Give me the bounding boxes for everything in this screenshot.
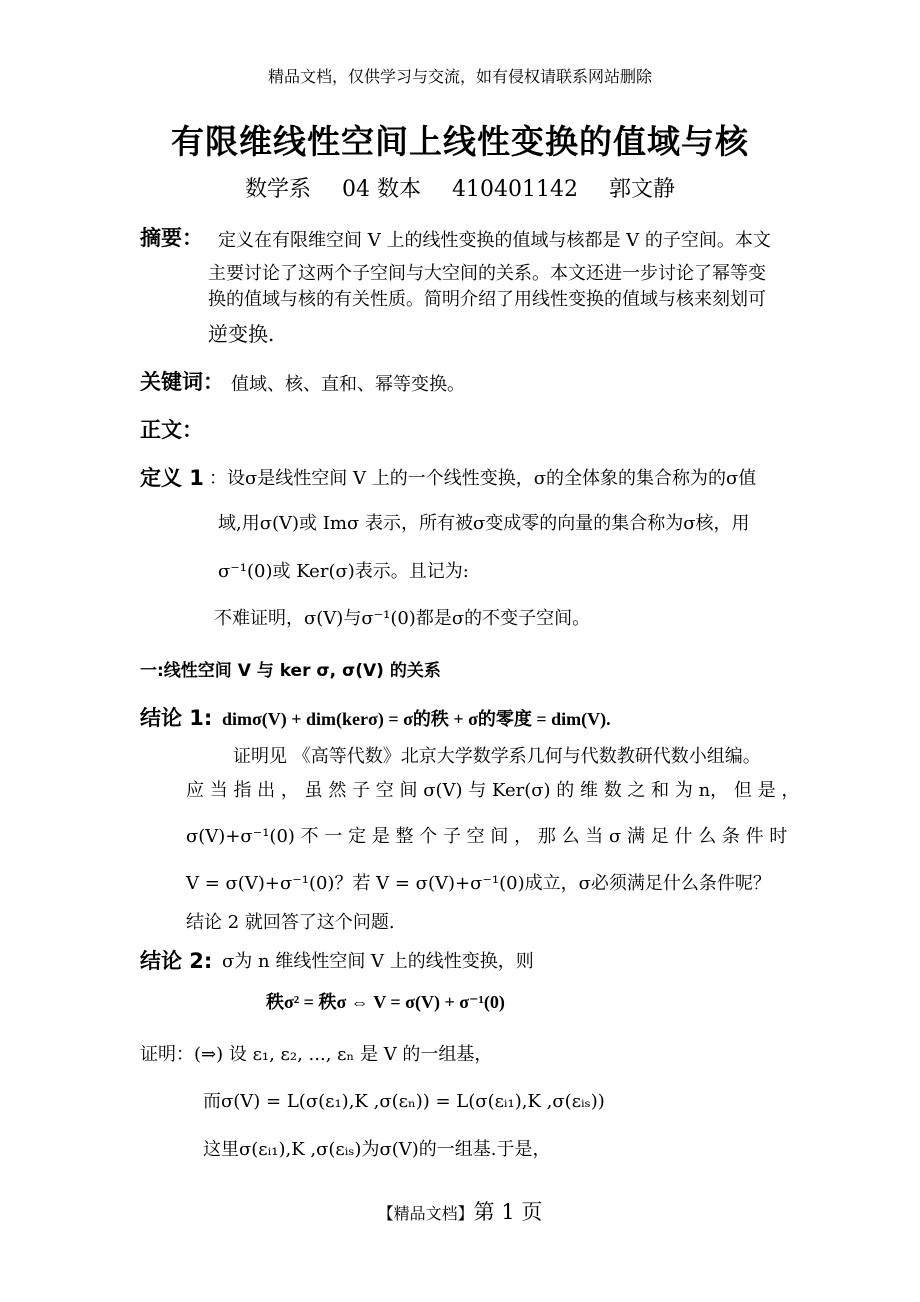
abstract-line-3: 换的值域与核的有关性质。简明介绍了用线性变换的值域与核来刻划可: [208, 289, 766, 310]
abstract-line-1: 定义在有限维空间 V 上的线性变换的值域与核都是 V 的子空间。本文: [218, 230, 771, 251]
footer-tag: 【精品文档】: [377, 1204, 474, 1223]
author-class: 04 数本: [342, 177, 421, 202]
author-line: [0, 172, 920, 203]
conclusion-1-line-4: V = σ(V)+σ⁻¹(0)？若 V = σ(V)+σ⁻¹(0)成立，σ必须满足什么条件呢？: [186, 873, 771, 894]
definition-1-line-3: σ⁻¹(0)或 Ker(σ)表示。且记为:: [218, 561, 469, 582]
proof-line-3: 这里σ(εᵢ₁),K ,σ(εᵢₛ)为σ(V)的一组基.于是，: [203, 1139, 551, 1160]
proof-line-1: 证明：(⇒) 设 ε₁, ε₂, ..., εₙ 是 V 的一组基，: [140, 1044, 493, 1065]
definition-1-label: 定义 1: [140, 466, 204, 490]
section-1-title: 一:线性空间 V 与 ker σ, σ(V) 的关系: [140, 661, 441, 681]
conclusion-1-label: 结论 1:: [140, 706, 213, 730]
page-number: 第 1 页: [473, 1200, 543, 1224]
abstract-line-2: 主要讨论了这两个子空间与大空间的关系。本文还进一步讨论了幂等变: [208, 263, 766, 284]
conclusion-1-line-3: σ(V)+σ⁻¹(0) 不 一 定 是 整 个 子 空 间 ， 那 么 当 σ 满 足 什 么 条 件 时: [186, 826, 788, 847]
main-label: 正文：: [140, 418, 203, 442]
definition-1-line-4: 不难证明，σ(V)与σ⁻¹(0)都是σ的不变子空间。: [214, 608, 591, 629]
header-note: 精品文档，仅供学习与交流，如有侵权请联系网站删除: [267, 67, 652, 86]
conclusion-2-statement: σ为 n 维线性空间 V 上的线性变换，则: [222, 951, 534, 972]
conclusion-1-line-1: 证明见 《高等代数》北京大学数学系几何与代数教研代数小组编。: [233, 746, 761, 767]
paper-title: 有限维线性空间上线性变换的值域与核: [171, 122, 749, 161]
definition-1-line-2: 域,用σ(V)或 Imσ 表示，所有被σ变成零的向量的集合称为σ核，用: [218, 513, 750, 534]
abstract-line-4: 逆变换.: [208, 322, 275, 346]
author-dept: 数学系: [244, 177, 311, 202]
abstract-label: 摘要：: [140, 226, 203, 250]
keywords-text: 值域、核、直和、幂等变换。: [231, 374, 465, 395]
definition-1-line-1: ：设σ是线性空间 V 上的一个线性变换，σ的全体象的集合称为的σ值: [209, 468, 757, 489]
conclusion-2-formula: 秩σ² = 秩σ ⇔ V = σ(V) + σ⁻¹(0): [266, 992, 505, 1012]
conclusion-1-formula: dimσ(V) + dim(kerσ) = σ的秩 + σ的零度 = dim(V).: [222, 709, 611, 729]
conclusion-1-line-5: 结论 2 就回答了这个问题.: [186, 912, 395, 933]
conclusion-1-line-2: 应 当 指 出 ， 虽 然 子 空 间 σ(V) 与 Ker(σ) 的 维 数 之 和 为 n， 但 是 ，: [186, 780, 800, 801]
author-name: 郭文静: [608, 177, 675, 202]
conclusion-2-label: 结论 2:: [140, 949, 213, 973]
author-id: 410401142: [452, 177, 578, 202]
page-footer: [0, 1196, 920, 1226]
keywords-label: 关键词：: [140, 370, 224, 394]
proof-line-2: 而σ(V) = L(σ(ε₁),K ,σ(εₙ)) = L(σ(εᵢ₁),K ,σ(εᵢₛ)): [203, 1091, 605, 1112]
